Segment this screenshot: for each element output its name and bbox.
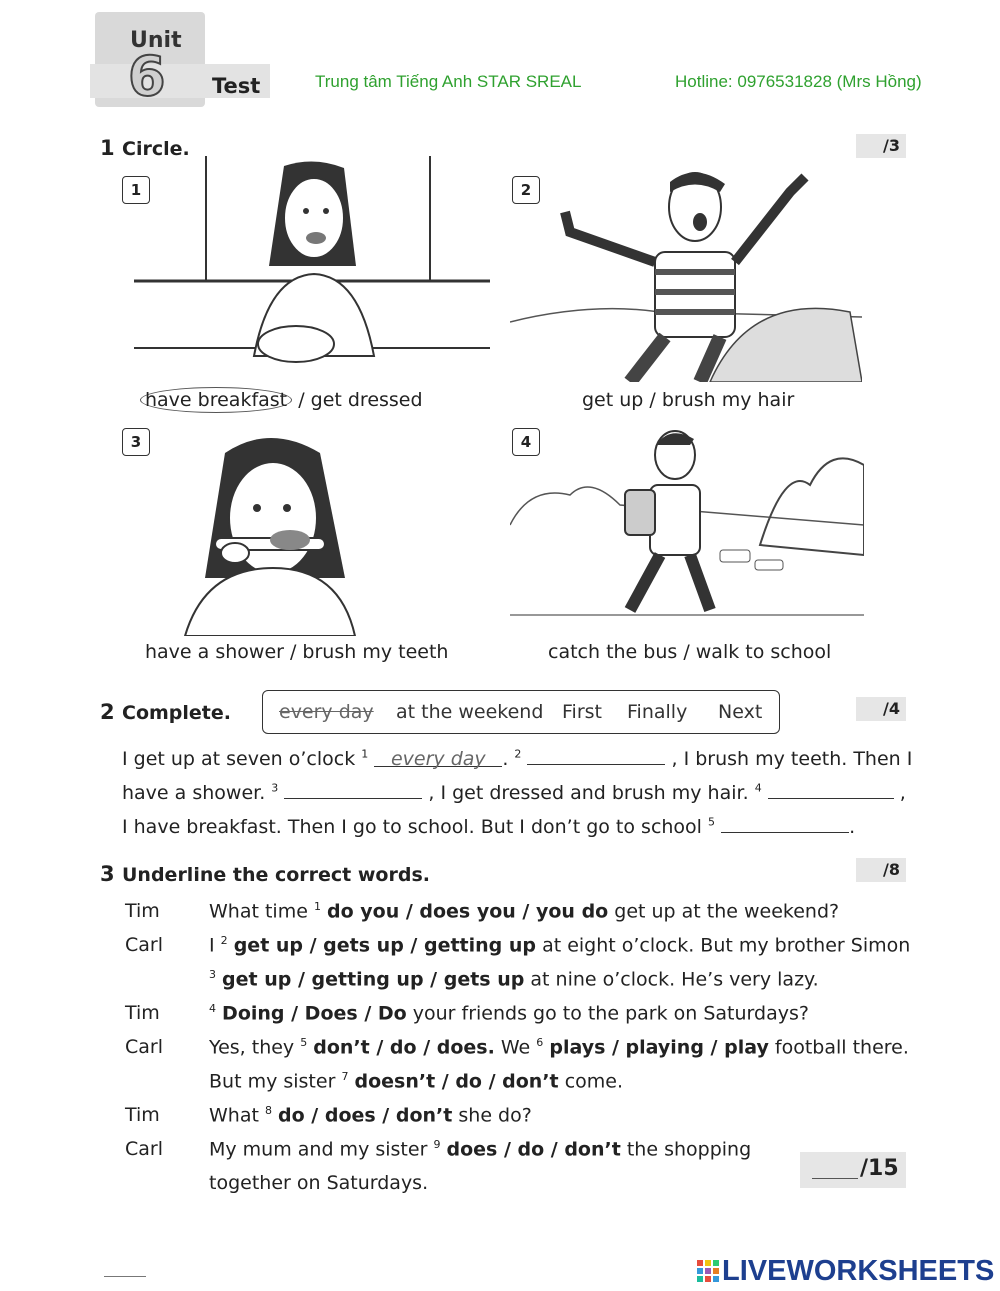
liveworksheets-brand[interactable]: LIVEWORKSHEETS bbox=[722, 1255, 995, 1287]
section3-score: /8 bbox=[856, 858, 906, 882]
picture-2-number: 2 bbox=[512, 176, 540, 204]
center-name: Trung tâm Tiếng Anh STAR SREAL bbox=[315, 72, 582, 91]
speaker-carl: Carl bbox=[125, 1138, 163, 1160]
section2-number: 2 bbox=[100, 700, 115, 724]
options-2[interactable]: get up / gets up / getting up bbox=[233, 934, 537, 957]
speaker-carl: Carl bbox=[125, 1036, 163, 1058]
total-score-box bbox=[800, 1152, 906, 1188]
options-9[interactable]: does / do / don’t bbox=[446, 1138, 621, 1161]
options-6[interactable]: plays / playing / play bbox=[549, 1036, 769, 1059]
options-7[interactable]: doesn’t / do / don’t bbox=[354, 1070, 559, 1093]
answer-1: every day bbox=[390, 748, 486, 770]
unit-label: Unit bbox=[130, 28, 182, 53]
speaker-tim: Tim bbox=[125, 1002, 160, 1024]
section2-title: Complete. bbox=[122, 702, 231, 724]
dialogue-line-9: together on Saturdays. bbox=[209, 1172, 429, 1194]
speaker-tim: Tim bbox=[125, 900, 160, 922]
word-next[interactable]: Next bbox=[718, 701, 763, 723]
unit-number: 6 bbox=[128, 45, 166, 108]
blank-5[interactable] bbox=[721, 814, 849, 833]
picture-1-girl-eating bbox=[134, 156, 490, 380]
dialogue-line-2: I $^2$ get up / gets up / getting up at eight o’clock. But my brother Simon bbox=[209, 934, 911, 957]
options-8[interactable]: do / does / don’t bbox=[278, 1104, 453, 1127]
picture-1-number: 1 bbox=[122, 176, 150, 204]
dialogue-line-8: My mum and my sister $^9$ does / do / don’t the shopping bbox=[209, 1138, 752, 1161]
options-3[interactable]: get up / getting up / gets up bbox=[222, 968, 525, 991]
picture-3-girl-brushing-teeth bbox=[175, 428, 365, 636]
section3-title: Underline the correct words. bbox=[122, 864, 430, 886]
options-4[interactable]: Doing / Does / Do bbox=[222, 1002, 407, 1025]
total-score-blank[interactable] bbox=[812, 1178, 858, 1179]
picture-2-boy-stretching bbox=[510, 162, 862, 382]
options-1[interactable]: do you / does you / you do bbox=[326, 900, 609, 923]
complete-line-1: I get up at seven o’clock $^1$ every day . $^2$ , I brush my teeth. Then I bbox=[122, 747, 913, 770]
word-at-the-weekend[interactable]: at the weekend bbox=[396, 701, 544, 723]
total-score-label: /15 bbox=[860, 1156, 899, 1181]
complete-line-2: have a shower. $^3$ , I get dressed and brush my hair. $^4$ , bbox=[122, 781, 906, 804]
blank-2[interactable] bbox=[527, 746, 665, 765]
word-box bbox=[262, 690, 780, 734]
picture-2-caption[interactable]: get up / brush my hair bbox=[582, 389, 795, 411]
picture-4-caption[interactable]: catch the bus / walk to school bbox=[548, 641, 832, 663]
dialogue-line-1: What time $^1$ do you / does you / you do get up at the weekend? bbox=[209, 900, 840, 923]
picture-1-caption bbox=[140, 389, 423, 411]
section1-number: 1 bbox=[100, 136, 115, 160]
complete-line-3: I have breakfast. Then I go to school. But I don’t go to school $^5$ . bbox=[122, 815, 856, 838]
word-first[interactable]: First bbox=[562, 701, 602, 723]
picture-4-number: 4 bbox=[512, 428, 540, 456]
dialogue-line-5: Yes, they $^5$ don’t / do / does. We $^6$ plays / playing / play football there. bbox=[209, 1036, 909, 1059]
picture-3-caption[interactable]: have a shower / brush my teeth bbox=[145, 641, 449, 663]
blank-4[interactable] bbox=[768, 780, 894, 799]
picture-1-option-b[interactable]: / get dressed bbox=[298, 389, 423, 411]
circled-answer[interactable]: have breakfast bbox=[140, 387, 292, 413]
speaker-tim: Tim bbox=[125, 1104, 160, 1126]
hotline: Hotline: 0976531828 (Mrs Hồng) bbox=[675, 72, 922, 91]
picture-3-number: 3 bbox=[122, 428, 150, 456]
section3-number: 3 bbox=[100, 862, 115, 886]
dialogue-line-7: What $^8$ do / does / don’t she do? bbox=[209, 1104, 532, 1127]
liveworksheets-logo-icon bbox=[697, 1260, 719, 1282]
picture-4-boy-walking bbox=[510, 425, 864, 625]
dialogue-line-3: $^3$ get up / getting up / gets up at nine o’clock. He’s very lazy. bbox=[209, 968, 819, 991]
blank-1[interactable] bbox=[374, 748, 502, 770]
options-5[interactable]: don’t / do / does. bbox=[313, 1036, 495, 1059]
section1-title: Circle. bbox=[122, 138, 190, 160]
word-every-day[interactable]: every day bbox=[279, 701, 374, 723]
word-finally[interactable]: Finally bbox=[627, 701, 688, 723]
test-label: Test bbox=[212, 74, 261, 98]
section2-score: /4 bbox=[856, 697, 906, 721]
footer-line bbox=[104, 1276, 146, 1277]
blank-3[interactable] bbox=[284, 780, 422, 799]
dialogue-line-4: $^4$ Doing / Does / Do your friends go to the park on Saturdays? bbox=[209, 1002, 809, 1025]
speaker-carl: Carl bbox=[125, 934, 163, 956]
dialogue-line-6: But my sister $^7$ doesn’t / do / don’t come. bbox=[209, 1070, 623, 1093]
section1-score: /3 bbox=[856, 134, 906, 158]
